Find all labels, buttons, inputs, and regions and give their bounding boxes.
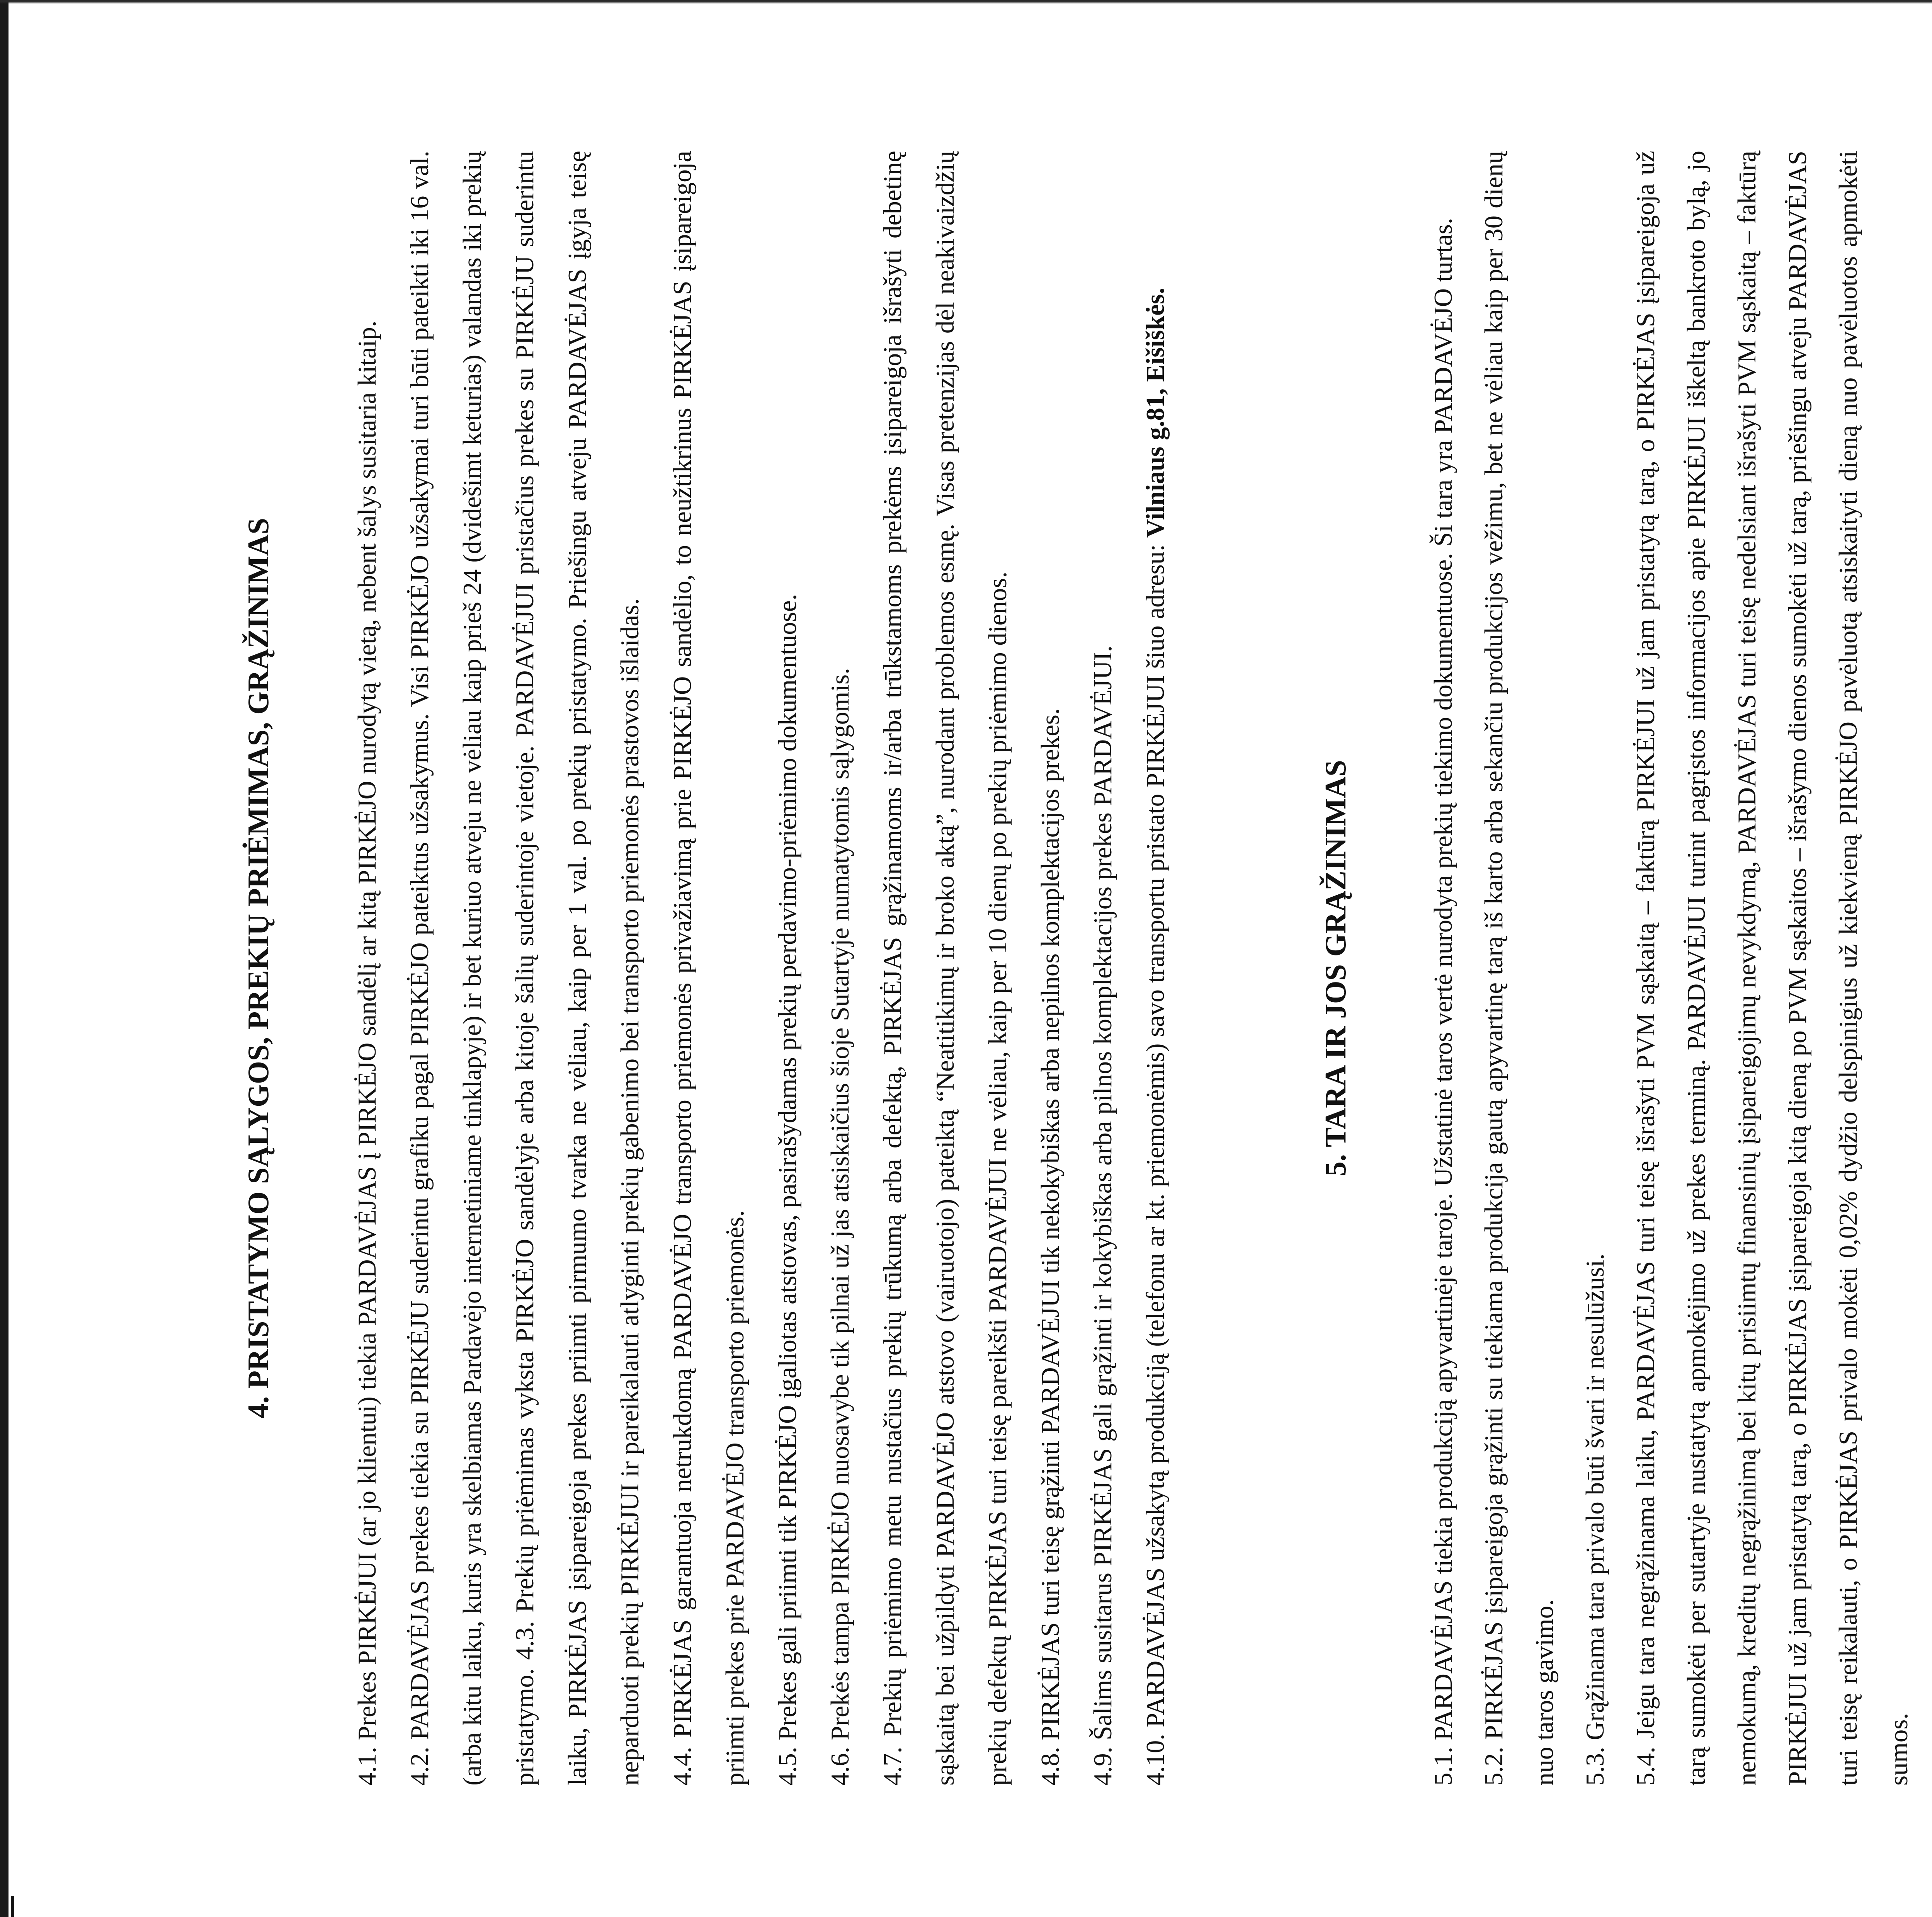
clause-4-1: 4.1. Prekes PIRKĖJUI (ar jo klientui) tiekia PARDAVĖJAS į PIRKĖJO sandėlį ar kitą PIRKĖJO nurodytą vietą, nebent šalys susitaria kitaip.	[353, 320, 381, 1786]
clause-4-2: 4.2. PARDAVĖJAS prekes tiekia su PIRKĖJU suderintu grafiku pagal PIRKĖJO pateiktus užsakymus. Visi PIRKĖJO užsakymai turi būti pateikti iki 16 val. (arba kitu laiku, kuris yra skelbiamas Pardavėjo internetiniame tinklapyje) ir bet kuriuo atveju ne vėliau kaip prieš 24 (dvidešimt keturias) valandas iki prekių pristatymo. 4.3. Prekių priėmimas vyksta PIRKĖJO sandėlyje arba kitoje šalių suderintoje vietoje. PARDAVĖJUI pristačius prekes su PIRKĖJU suderintu laiku, PIRKĖJAS įsipareigoja prekes priimti pirmumo tvarka ne vėliau, kaip per 1 val. po prekių pristatymo. Priešingu atveju PARDAVĖJAS įgyja teisę neparduoti prekių PIRKĖJUI ir pareikalauti atlyginti prekių gabenimo bei transporto priemonės prastovos išlaidas.	[405, 151, 644, 1786]
clause-5-2: 5.2. PIRKĖJAS įsipareigoja grąžinti su tiekiama produkcija gautą apyvartinę tarą iš karto arba sekančiu produkcijos vežimu, bet ne vėliau kaip per 30 dienų nuo taros gavimo.	[1480, 151, 1559, 1786]
clause-4-10-text: 4.10. PARDAVĖJAS užsakytą produkciją (telefonu ar kt. priemonėmis) savo transportu pristato PIRKĖJUI šiuo adresu:	[1141, 538, 1170, 1786]
scan-edge-top	[0, 0, 1932, 4]
rotated-document-body	[243, 151, 1932, 1786]
section-5-title: 5. TARA IR JOS GRĄŽINIMAS	[1319, 760, 1352, 1176]
scan-edge-left	[0, 0, 9, 1917]
clause-4-8: 4.8. PIRKĖJAS turi teisę grąžinti PARDAVĖJUI tik nekokybiškas arba nepilnos komplektacijos prekes.	[1036, 708, 1065, 1786]
clause-4-5: 4.5. Prekes gali priimti tik PIRKĖJO įgaliotas atstovas, pasirašydamas prekių perdavimo-priėmimo dokumentuose.	[773, 594, 802, 1786]
delivery-address: Vilniaus g.81, Eišiškės.	[1141, 288, 1170, 538]
section-4	[243, 151, 1182, 1786]
clause-4-9: 4.9. Šalims susitarus PIRKĖJAS gali grąžinti ir kokybiškas arba pilnos komplektacijos prekes PARDAVĖJUI.	[1088, 645, 1117, 1786]
section-spacer	[1924, 151, 1932, 1786]
clause-4-7: 4.7. Prekių priėmimo metu nustačius prekių trūkumą arba defektą, PIRKĖJAS grąžinamoms ir/arba trūkstamoms prekėms įsipareigoja išrašyti debetinę sąskaitą bei užpildyti PARDAVĖJO atstovo (vairuotojo) pateiktą “Neatitikimų ir broko aktą”, nurodant problemos esmę. Visas pretenzijas dėl neakivaizdžių prekių defektų PIRKĖJAS turi teisę pareikšti PARDAVĖJUI ne vėliau, kaip per 10 dienų po prekių priėmimo dienos.	[878, 151, 1012, 1786]
clause-5-4: 5.4. Jeigu tara negrąžinama laiku, PARDAVĖJAS turi teisę išrašyti PVM sąskaitą – faktūrą PIRKĖJUI už jam pristatytą tarą, o PIRKĖJAS įsipareigoja už tarą sumokėti per sutartyje nustatytą apmokėjimo už prekes terminą. PARDAVĖJUI turint pagrįstos informacijos apie PIRKĖJUI iškeltą bankroto bylą, jo nemokumą, kreditų negrąžinimą bei kitų prisiimtų finansinių įsipareigojimų nevykdymą, PARDAVĖJAS turi teisę nedelsiant išrašyti PVM sąskaitą – faktūrą PIRKĖJUI už jam pristatytą tarą, o PIRKĖJAS įsipareigoja kitą dieną po PVM sąskaitos – išrašymo dienos sumokėti už tarą, priešingu atveju PARDAVĖJAS turi teisę reikalauti, o PIRKĖJAS privalo mokėti 0,02% dydžio delspinigius už kiekvieną PIRKĖJO pavėluotą atsiskaityti dieną nuo pavėluotos apmokėti sumos.	[1631, 151, 1913, 1786]
clause-4-4: 4.4. PIRKĖJAS garantuoja netrukdomą PARDAVĖJO transporto priemonės privažiavimą prie PIRKĖJO sandėlio, to neužtikrinus PIRKĖJAS įsipareigoja priimti prekes prie PARDAVĖJO transporto priemonės.	[668, 151, 749, 1786]
section-4-title: 4. PRISTATYMO SĄLYGOS, PREKIŲ PRIĖMIMAS, GRĄŽINIMAS	[242, 518, 275, 1419]
scan-mark	[11, 1896, 14, 1917]
clause-4-10	[1129, 151, 1182, 1786]
clause-5-1: 5.1. PARDAVĖJAS tiekia produkciją apyvartinėje taroje. Užstatinė taros vertė nurodyta prekių tiekimo dokumentuose. Ši tara yra PARDAVĖJO turtas.	[1429, 218, 1458, 1786]
clause-4-6: 4.6. Prekės tampa PIRKĖJO nuosavybe tik pilnai už jas atsiskaičius šioje Sutartyje numatytomis sąlygomis.	[826, 668, 854, 1786]
section-spacer	[1182, 151, 1321, 1786]
clause-5-3: 5.3. Grąžinama tara privalo būti švari ir nesulūžusi.	[1581, 1253, 1609, 1786]
section-5	[1321, 151, 1924, 1786]
